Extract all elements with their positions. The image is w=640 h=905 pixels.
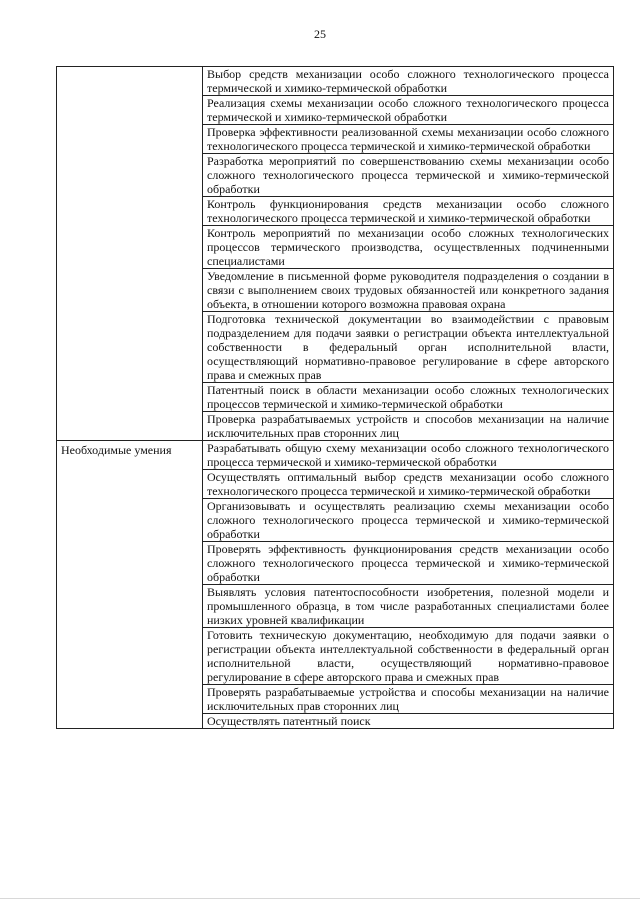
table-body	[57, 67, 614, 729]
table-cell-item: Контроль функционирования средств механизации особо сложного технологического процесса термической и химико-термической обработки	[203, 197, 614, 226]
table-cell-item: Контроль мероприятий по механизации особо сложных технологических процессов термического производства, осуществленных подчиненными специалистами	[203, 226, 614, 269]
table-cell-item: Патентный поиск в области механизации особо сложных технологических процессов термической и химико-термической обработки	[203, 383, 614, 412]
table-cell-item: Выявлять условия патентоспособности изобретения, полезной модели и промышленного образца, в том числе разработанных специалистами более низких уровней квалификации	[203, 585, 614, 628]
table-cell-item: Осуществлять патентный поиск	[203, 714, 614, 729]
table-cell-item: Организовывать и осуществлять реализацию схемы механизации особо сложного технологического процесса термической и химико-термической обработки	[203, 499, 614, 542]
table-cell-item: Разработка мероприятий по совершенствованию схемы механизации особо сложного технологического процесса термической и химико-термической обработки	[203, 154, 614, 197]
job-functions-table	[56, 66, 614, 729]
table-cell-item: Проверять разрабатываемые устройства и способы механизации на наличие исключительных прав сторонних лиц	[203, 685, 614, 714]
section-label-required-skills: Необходимые умения	[57, 441, 203, 729]
table-cell-item: Готовить техническую документацию, необходимую для подачи заявки о регистрации объекта интеллектуальной собственности в федеральный орган исполнительной власти, осуществляющий нормативно-правовое регулирование в сфере авторского права и смежных прав	[203, 628, 614, 685]
page-number: 25	[314, 27, 326, 41]
table-cell-item: Проверка разрабатываемых устройств и способов механизации на наличие исключительных прав сторонних лиц	[203, 412, 614, 441]
table-cell-item: Уведомление в письменной форме руководителя подразделения о создании в связи с выполнением своих трудовых обязанностей или конкретного задания объекта, в отношении которого возможна правовая охрана	[203, 269, 614, 312]
table-cell-item: Подготовка технической документации во взаимодействии с правовым подразделением для подачи заявки о регистрации объекта интеллектуальной собственности в федеральный орган исполнительной власти, осуществляющий нормативно-правовое регулирование в сфере авторского права и смежных прав	[203, 312, 614, 383]
table-row	[57, 441, 614, 470]
table-cell-item: Реализация схемы механизации особо сложного технологического процесса термической и химико-термической обработки	[203, 96, 614, 125]
table-row	[57, 67, 614, 96]
table-cell-item: Осуществлять оптимальный выбор средств механизации особо сложного технологического процесса термической и химико-термической обработки	[203, 470, 614, 499]
table-cell-item: Проверять эффективность функционирования средств механизации особо сложного технологического процесса термической и химико-термической обработки	[203, 542, 614, 585]
table-cell-item: Выбор средств механизации особо сложного технологического процесса термической и химико-термической обработки	[203, 67, 614, 96]
scan-bottom-edge	[0, 898, 640, 899]
table-cell-item: Проверка эффективности реализованной схемы механизации особо сложного технологического процесса термической и химико-термической обработки	[203, 125, 614, 154]
table-cell-item: Разрабатывать общую схему механизации особо сложного технологического процесса термической и химико-термической обработки	[203, 441, 614, 470]
section-label-labor-actions	[57, 67, 203, 441]
